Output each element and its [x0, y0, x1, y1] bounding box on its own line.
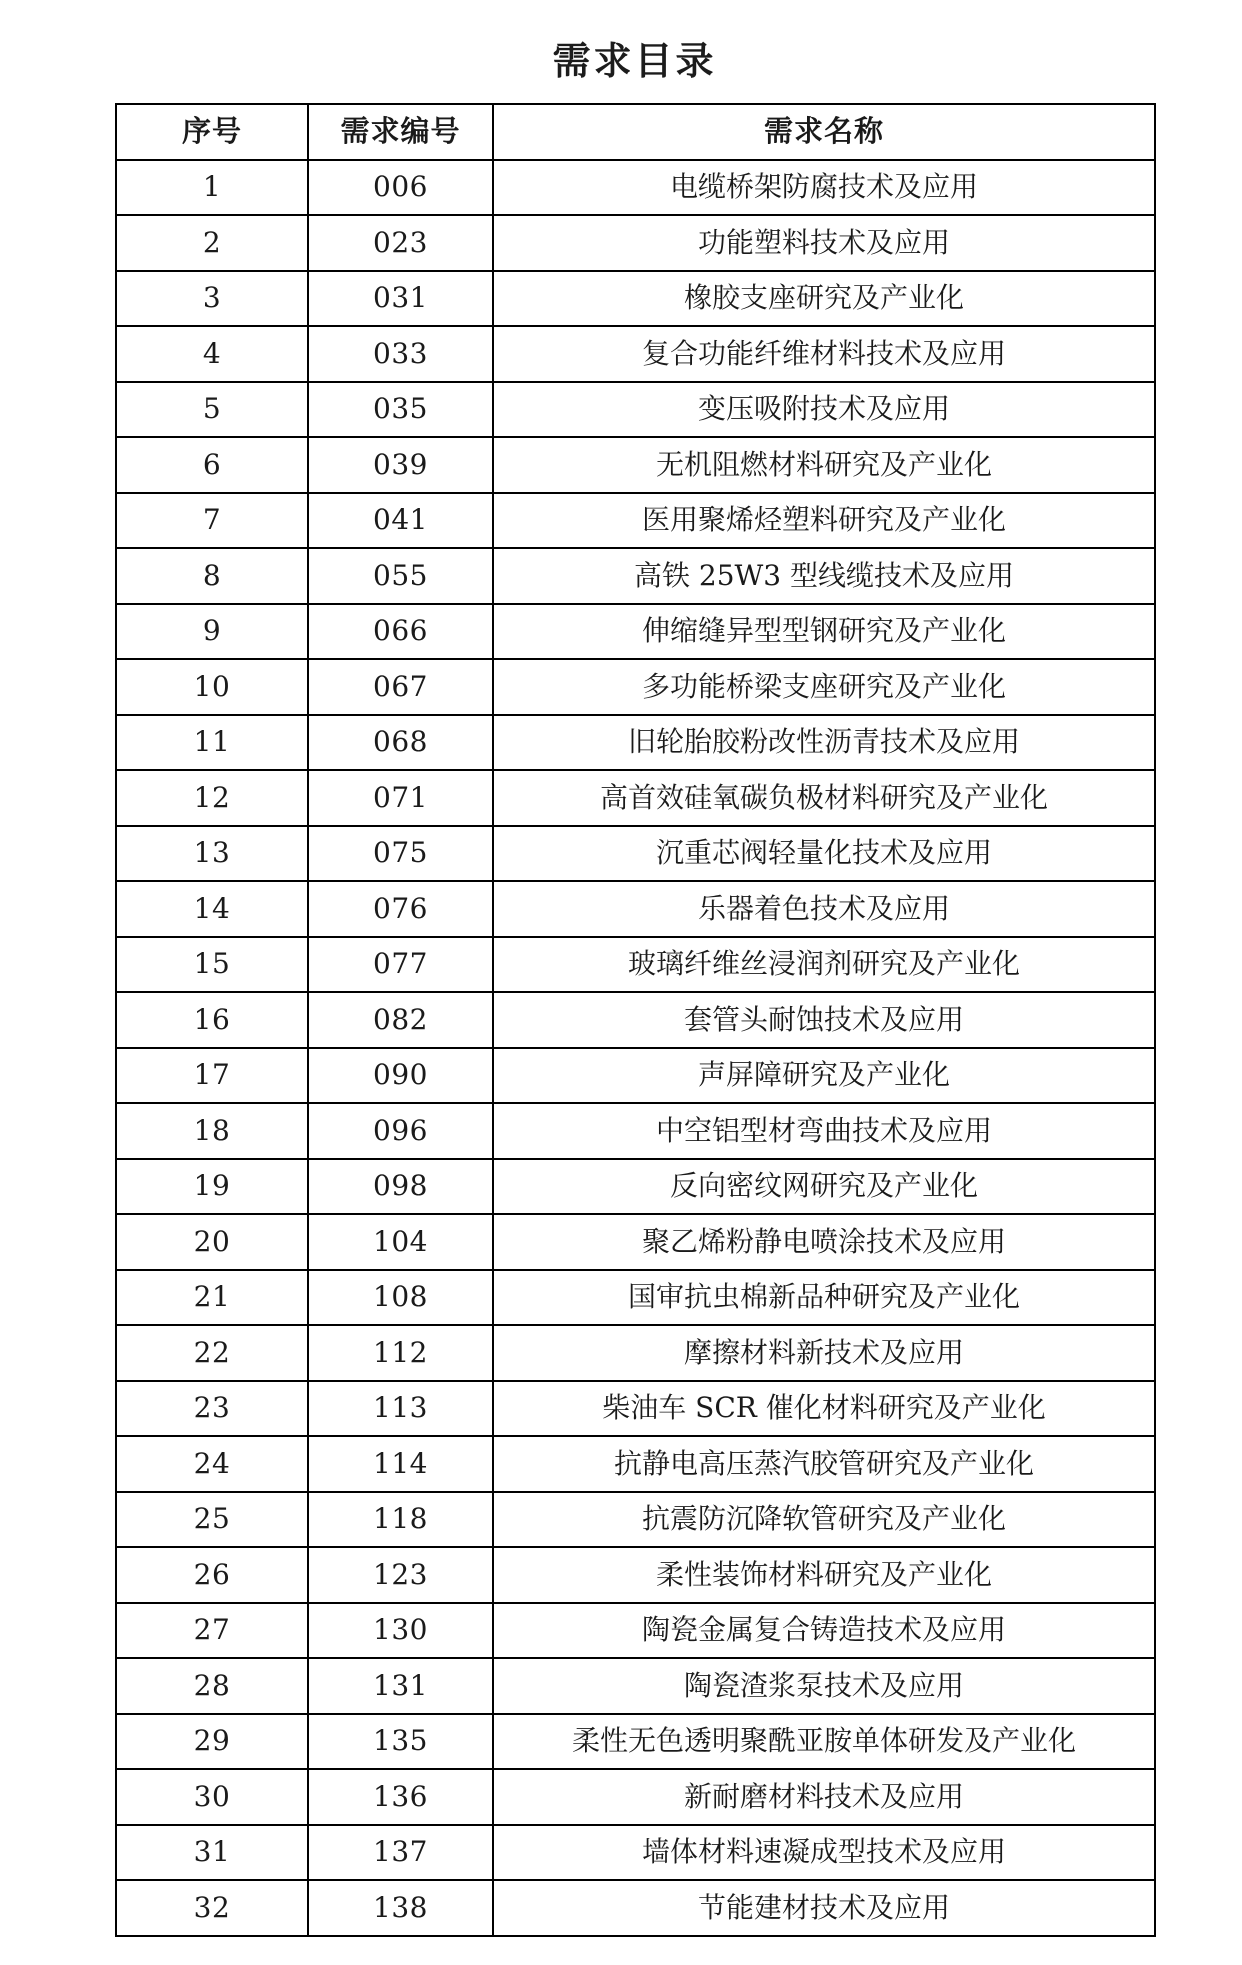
cell-serial-number: 9	[116, 604, 308, 660]
cell-demand-code: 035	[308, 382, 493, 438]
cell-serial-number: 27	[116, 1603, 308, 1659]
table-row	[116, 1048, 1155, 1104]
cell-serial-number: 15	[116, 937, 308, 993]
cell-demand-name: 柔性无色透明聚酰亚胺单体研发及产业化	[493, 1714, 1155, 1770]
cell-demand-code: 123	[308, 1547, 493, 1603]
cell-demand-name: 反向密纹网研究及产业化	[493, 1159, 1155, 1215]
cell-demand-name: 旧轮胎胶粉改性沥青技术及应用	[493, 715, 1155, 771]
cell-demand-code: 114	[308, 1436, 493, 1492]
table-row	[116, 715, 1155, 771]
cell-demand-code: 096	[308, 1103, 493, 1159]
cell-demand-code: 138	[308, 1880, 493, 1936]
cell-serial-number: 11	[116, 715, 308, 771]
table-row	[116, 992, 1155, 1048]
cell-serial-number: 16	[116, 992, 308, 1048]
table-row	[116, 659, 1155, 715]
cell-serial-number: 13	[116, 826, 308, 882]
column-header-index: 序号	[116, 104, 308, 160]
column-header-code: 需求编号	[308, 104, 493, 160]
cell-demand-code: 071	[308, 770, 493, 826]
cell-demand-name: 陶瓷渣浆泵技术及应用	[493, 1658, 1155, 1714]
cell-demand-name: 柴油车 SCR 催化材料研究及产业化	[493, 1381, 1155, 1437]
cell-demand-name: 高铁 25W3 型线缆技术及应用	[493, 548, 1155, 604]
cell-demand-code: 112	[308, 1325, 493, 1381]
cell-demand-name: 乐器着色技术及应用	[493, 881, 1155, 937]
cell-demand-code: 055	[308, 548, 493, 604]
cell-demand-code: 137	[308, 1825, 493, 1881]
cell-serial-number: 22	[116, 1325, 308, 1381]
cell-serial-number: 19	[116, 1159, 308, 1215]
cell-demand-name: 抗震防沉降软管研究及产业化	[493, 1492, 1155, 1548]
table-row	[116, 1880, 1155, 1936]
table-row	[116, 1825, 1155, 1881]
table-row	[116, 881, 1155, 937]
table-row	[116, 1547, 1155, 1603]
cell-serial-number: 10	[116, 659, 308, 715]
cell-serial-number: 18	[116, 1103, 308, 1159]
cell-serial-number: 7	[116, 493, 308, 549]
cell-demand-name: 国审抗虫棉新品种研究及产业化	[493, 1270, 1155, 1326]
cell-demand-name: 沉重芯阀轻量化技术及应用	[493, 826, 1155, 882]
table-row	[116, 1714, 1155, 1770]
table-row	[116, 1159, 1155, 1215]
cell-demand-code: 118	[308, 1492, 493, 1548]
cell-demand-name: 墙体材料速凝成型技术及应用	[493, 1825, 1155, 1881]
cell-serial-number: 20	[116, 1214, 308, 1270]
cell-serial-number: 31	[116, 1825, 308, 1881]
cell-serial-number: 24	[116, 1436, 308, 1492]
table-row	[116, 604, 1155, 660]
cell-demand-code: 033	[308, 326, 493, 382]
cell-demand-code: 136	[308, 1769, 493, 1825]
cell-demand-code: 131	[308, 1658, 493, 1714]
cell-demand-name: 套管头耐蚀技术及应用	[493, 992, 1155, 1048]
table-row	[116, 493, 1155, 549]
table-row	[116, 937, 1155, 993]
cell-demand-code: 066	[308, 604, 493, 660]
cell-demand-code: 076	[308, 881, 493, 937]
table-row	[116, 215, 1155, 271]
table-row	[116, 160, 1155, 216]
cell-demand-name: 玻璃纤维丝浸润剂研究及产业化	[493, 937, 1155, 993]
column-header-name: 需求名称	[493, 104, 1155, 160]
cell-demand-name: 橡胶支座研究及产业化	[493, 271, 1155, 327]
table-row	[116, 1381, 1155, 1437]
cell-serial-number: 14	[116, 881, 308, 937]
cell-demand-code: 031	[308, 271, 493, 327]
cell-serial-number: 21	[116, 1270, 308, 1326]
table-row	[116, 1658, 1155, 1714]
cell-demand-name: 新耐磨材料技术及应用	[493, 1769, 1155, 1825]
cell-serial-number: 5	[116, 382, 308, 438]
cell-demand-code: 130	[308, 1603, 493, 1659]
table-row	[116, 437, 1155, 493]
cell-demand-code: 041	[308, 493, 493, 549]
table-row	[116, 1436, 1155, 1492]
cell-demand-name: 变压吸附技术及应用	[493, 382, 1155, 438]
cell-demand-name: 电缆桥架防腐技术及应用	[493, 160, 1155, 216]
table-body	[116, 160, 1155, 1936]
cell-demand-name: 多功能桥梁支座研究及产业化	[493, 659, 1155, 715]
table-row	[116, 1103, 1155, 1159]
cell-serial-number: 8	[116, 548, 308, 604]
cell-demand-name: 复合功能纤维材料技术及应用	[493, 326, 1155, 382]
cell-demand-code: 104	[308, 1214, 493, 1270]
table-header-row	[116, 104, 1155, 160]
table-row	[116, 1270, 1155, 1326]
table-row	[116, 382, 1155, 438]
cell-demand-code: 135	[308, 1714, 493, 1770]
cell-demand-code: 082	[308, 992, 493, 1048]
table-row	[116, 1214, 1155, 1270]
cell-demand-name: 摩擦材料新技术及应用	[493, 1325, 1155, 1381]
cell-demand-name: 节能建材技术及应用	[493, 1880, 1155, 1936]
cell-serial-number: 32	[116, 1880, 308, 1936]
cell-serial-number: 30	[116, 1769, 308, 1825]
cell-demand-name: 高首效硅氧碳负极材料研究及产业化	[493, 770, 1155, 826]
cell-serial-number: 29	[116, 1714, 308, 1770]
table-row	[116, 826, 1155, 882]
cell-demand-name: 声屏障研究及产业化	[493, 1048, 1155, 1104]
cell-demand-name: 医用聚烯烃塑料研究及产业化	[493, 493, 1155, 549]
cell-serial-number: 17	[116, 1048, 308, 1104]
cell-demand-name: 陶瓷金属复合铸造技术及应用	[493, 1603, 1155, 1659]
cell-demand-code: 090	[308, 1048, 493, 1104]
cell-demand-code: 067	[308, 659, 493, 715]
cell-demand-code: 039	[308, 437, 493, 493]
cell-demand-code: 023	[308, 215, 493, 271]
table-row	[116, 1492, 1155, 1548]
cell-demand-name: 功能塑料技术及应用	[493, 215, 1155, 271]
cell-serial-number: 26	[116, 1547, 308, 1603]
table-row	[116, 271, 1155, 327]
cell-demand-name: 伸缩缝异型型钢研究及产业化	[493, 604, 1155, 660]
cell-serial-number: 25	[116, 1492, 308, 1548]
cell-serial-number: 1	[116, 160, 308, 216]
cell-demand-name: 柔性装饰材料研究及产业化	[493, 1547, 1155, 1603]
cell-serial-number: 12	[116, 770, 308, 826]
demand-catalog-table	[115, 103, 1156, 1937]
cell-serial-number: 4	[116, 326, 308, 382]
table-row	[116, 1603, 1155, 1659]
table-row	[116, 548, 1155, 604]
table-row	[116, 326, 1155, 382]
cell-demand-name: 抗静电高压蒸汽胶管研究及产业化	[493, 1436, 1155, 1492]
table-row	[116, 1325, 1155, 1381]
cell-serial-number: 6	[116, 437, 308, 493]
cell-demand-code: 068	[308, 715, 493, 771]
cell-demand-code: 108	[308, 1270, 493, 1326]
cell-demand-name: 聚乙烯粉静电喷涂技术及应用	[493, 1214, 1155, 1270]
cell-demand-name: 中空铝型材弯曲技术及应用	[493, 1103, 1155, 1159]
cell-demand-code: 006	[308, 160, 493, 216]
cell-serial-number: 2	[116, 215, 308, 271]
cell-serial-number: 23	[116, 1381, 308, 1437]
cell-demand-name: 无机阻燃材料研究及产业化	[493, 437, 1155, 493]
cell-serial-number: 28	[116, 1658, 308, 1714]
cell-demand-code: 077	[308, 937, 493, 993]
document-title: 需求目录	[552, 38, 717, 83]
cell-demand-code: 098	[308, 1159, 493, 1215]
table-row	[116, 770, 1155, 826]
cell-demand-code: 113	[308, 1381, 493, 1437]
cell-serial-number: 3	[116, 271, 308, 327]
cell-demand-code: 075	[308, 826, 493, 882]
table-row	[116, 1769, 1155, 1825]
